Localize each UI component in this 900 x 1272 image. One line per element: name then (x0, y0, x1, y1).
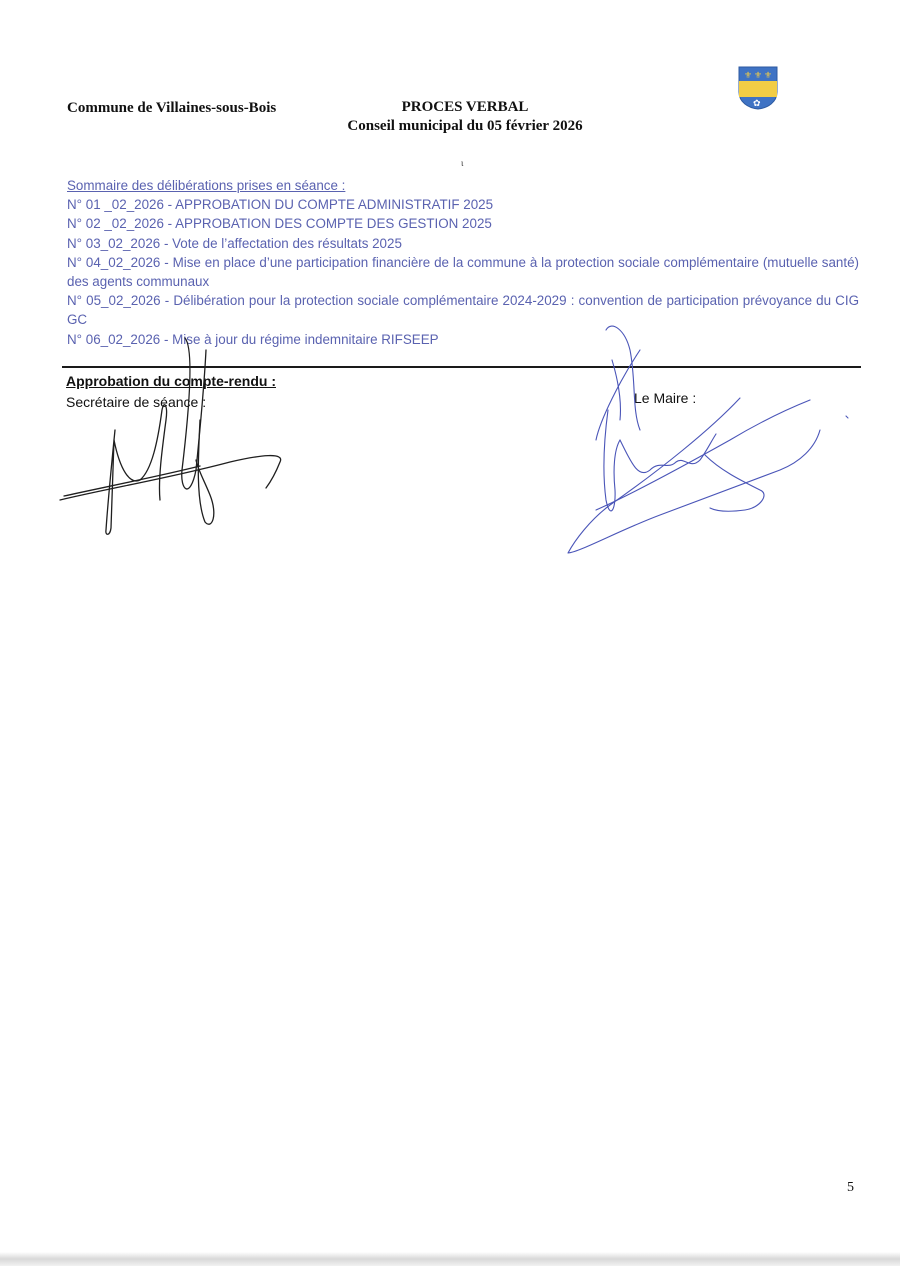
svg-text:⚜: ⚜ (744, 71, 753, 81)
deliberation-item: N° 05_02_2026 - Délibération pour la protection sociale complémentaire 2024-2029 : convention de participation prévoyance du CIG GC (67, 293, 859, 328)
deliberation-item: N° 03_02_2026 - Vote de l’affectation des résultats 2025 (67, 235, 402, 251)
deliberation-item: N° 01 _02_2026 - APPROBATION DU COMPTE ADMINISTRATIF 2025 (67, 197, 494, 213)
svg-text:⚜: ⚜ (754, 71, 763, 81)
approval-heading: Approbation du compte-rendu : (66, 373, 276, 389)
scan-bottom-edge (0, 1252, 900, 1266)
deliberation-item: N° 02 _02_2026 - APPROBATION DES COMPTE DES GESTION 2025 (67, 216, 492, 232)
svg-text:✿: ✿ (753, 99, 761, 109)
mayor-label: Le Maire : (634, 390, 697, 406)
deliberation-item: N° 04_02_2026 - Mise en place d’une participation financière de la commune à la protection sociale complémentaire (mutuelle santé) des agents communaux (67, 254, 859, 290)
summary-heading: Sommaire des délibérations prises en séance : (67, 178, 346, 193)
document-title: PROCES VERBAL (401, 99, 529, 115)
document-subtitle: Conseil municipal du 05 février 2026 (347, 118, 583, 134)
commune-name: Commune de Villaines-sous-Bois (67, 100, 277, 116)
secretary-signature (0, 0, 900, 600)
svg-text:⚜: ⚜ (764, 71, 773, 81)
deliberation-item: N° 06_02_2026 - Mise à jour du régime indemnitaire RIFSEEP (67, 331, 439, 347)
scan-mark: ɩ (461, 158, 464, 168)
secretary-label: Secrétaire de séance : (66, 394, 207, 410)
page-number: 5 (847, 1180, 854, 1195)
